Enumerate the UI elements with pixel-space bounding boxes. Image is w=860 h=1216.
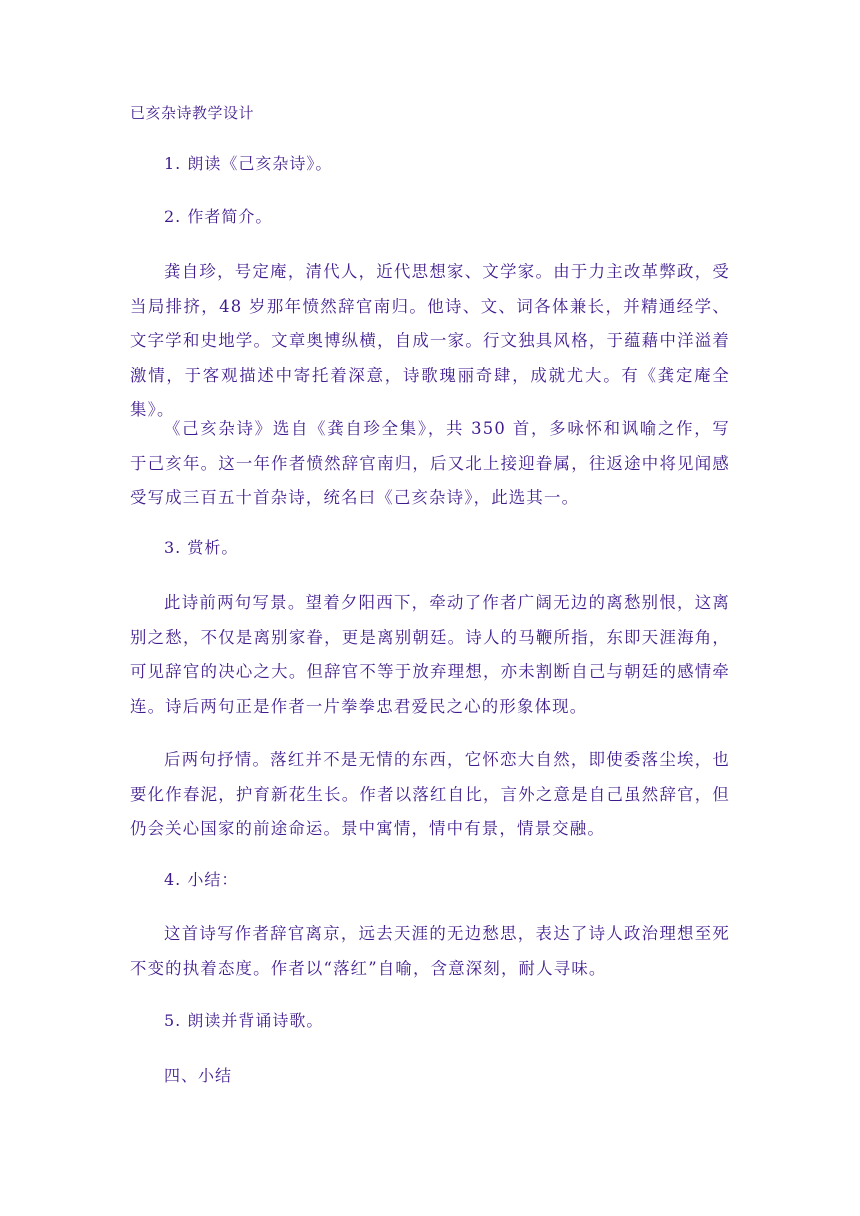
poem-intro-paragraph: 《己亥杂诗》选自《龚自珍全集》，共 350 首，多咏怀和讽喻之作，写于己亥年。这一年作者愤然辞官南归，后又北上接迎眷属，往返途中将见闻感受写成三百五十首杂诗，统名曰《己亥杂诗》，此选其一。 <box>130 419 730 507</box>
analysis-paragraph-2: 后两句抒情。落红并不是无情的东西，它怀恋大自然，即使委落尘埃，也要化作春泥，护育新花生长。作者以落红自比，言外之意是自己虽然辞官，但仍会关心国家的前途命运。景中寓情，情中有景，情景交融。 <box>130 750 730 838</box>
section-4-heading: 四、小结 <box>164 1066 233 1085</box>
author-intro-paragraph: 龚自珍，号定庵，清代人，近代思想家、文学家。由于力主改革弊政，受当局排挤，48 岁那年愤然辞官南归。他诗、文、词各体兼长，并精通经学、文字学和史地学。文章奥博纵横，自成一家。行文独具风格，于蕴藉中洋溢着激情，于客观描述中寄托着深意，诗歌瑰丽奇肆，成就尤大。有《龚定庵全集》。 <box>130 262 730 419</box>
step-1-heading: 1. 朗读《己亥杂诗》。 <box>164 154 333 173</box>
document-title: 已亥杂诗教学设计 <box>130 104 255 122</box>
step-5-heading: 5. 朗读并背诵诗歌。 <box>164 1011 324 1030</box>
step-2-heading: 2. 作者简介。 <box>164 207 273 226</box>
summary-paragraph: 这首诗写作者辞官离京，远去天涯的无边愁思，表达了诗人政治理想至死不变的执着态度。作者以“落红”自喻，含意深刻，耐人寻味。 <box>130 924 730 978</box>
step-3-heading: 3. 赏析。 <box>164 538 239 557</box>
step-4-heading: 4. 小结： <box>164 870 239 889</box>
analysis-paragraph-1: 此诗前两句写景。望着夕阳西下，牵动了作者广阔无边的离愁别恨，这离别之愁，不仅是离别家眷，更是离别朝廷。诗人的马鞭所指，东即天涯海角，可见辞官的决心之大。但辞官不等于放弃理想，亦未割断自己与朝廷的感情牵连。诗后两句正是作者一片拳拳忠君爱民之心的形象体现。 <box>130 593 730 716</box>
